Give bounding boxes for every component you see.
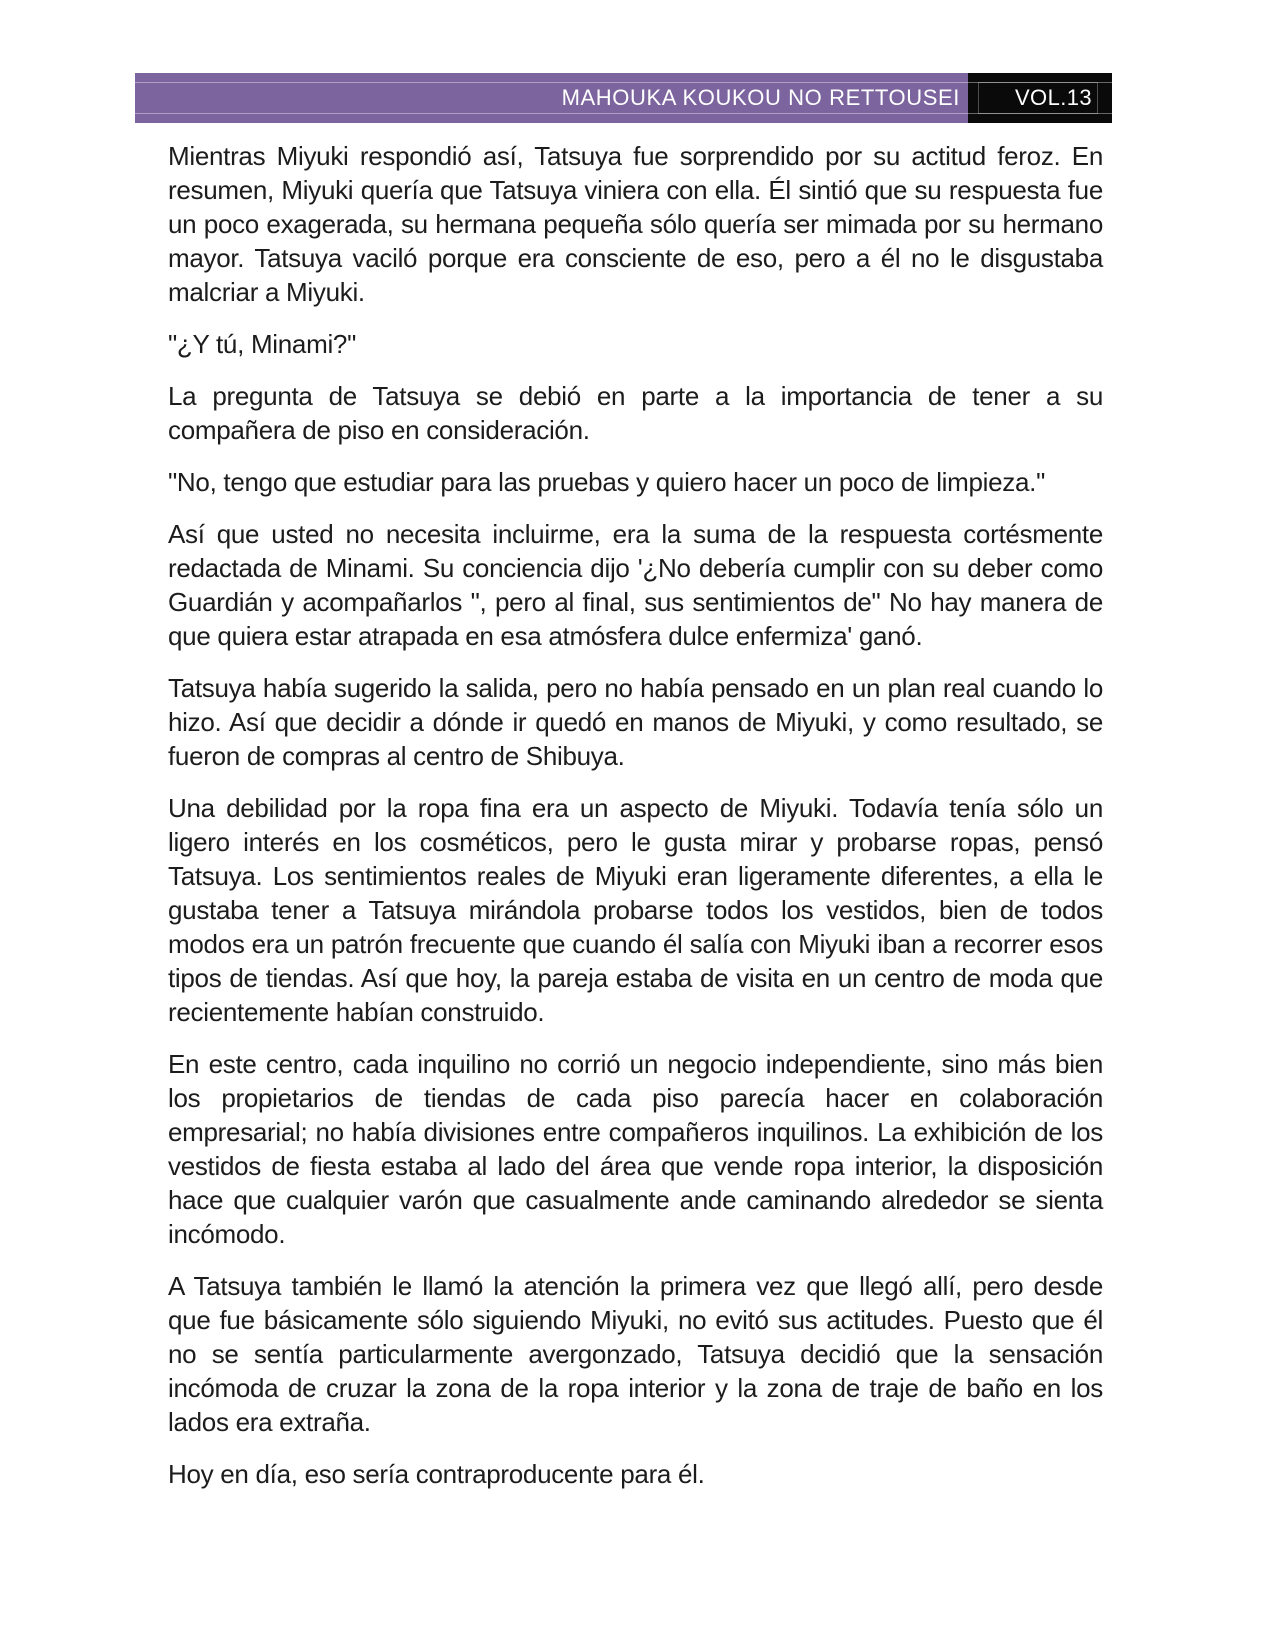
paragraph: "¿Y tú, Minami?" [168,329,357,359]
paragraph: A Tatsuya también le llamó la atención la primera vez que llegó allí, pero desde que fue básicamente sólo siguiendo Miyuki, no evitó sus actitudes. Puesto que él no se sentía particularmente avergonzado, Tatsuya decidió que la sensación incómoda de cruzar la zona de la ropa interior y la zona de traje de baño en los lados era extraña. [168,1271,1103,1437]
paragraph: Una debilidad por la ropa fina era un aspecto de Miyuki. Todavía tenía sólo un ligero interés en los cosméticos, pero le gusta mirar y probarse ropas, pensó Tatsuya. Los sentimientos reales de Miyuki eran ligeramente diferentes, a ella le gustaba tener a Tatsuya mirándola probarse todos los vestidos, bien de todos modos era un patrón frecuente que cuando él salía con Miyuki iban a recorrer esos tipos de tiendas. Así que hoy, la pareja estaba de visita en un centro de moda que recientemente habían construido. [168,793,1103,1027]
paragraph: La pregunta de Tatsuya se debió en parte a la importancia de tener a su compañera de piso en consideración. [168,381,1103,445]
page-header [135,73,1112,123]
header-volume-box [968,73,1112,123]
paragraph: "No, tengo que estudiar para las pruebas y quiero hacer un poco de limpieza." [168,467,1046,497]
body-text [168,139,1103,1509]
paragraph: En este centro, cada inquilino no corrió un negocio independiente, sino más bien los propietarios de tiendas de cada piso parecía hacer en colaboración empresarial; no había divisiones entre compañeros inquilinos. La exhibición de los vestidos de fiesta estaba al lado del área que vende ropa interior, la disposición hace que cualquier varón que casualmente ande caminando alrededor se sienta incómodo. [168,1049,1103,1249]
header-title: MAHOUKA KOUKOU NO RETTOUSEI [561,85,960,110]
paragraph: Así que usted no necesita incluirme, era la suma de la respuesta cortésmente redactada de Minami. Su conciencia dijo '¿No debería cumplir con su deber como Guardián y acompañarlos ", pero al final, sus sentimientos de" No hay manera de que quiera estar atrapada en esa atmósfera dulce enfermiza' ganó. [168,519,1103,651]
paragraph: Tatsuya había sugerido la salida, pero no había pensado en un plan real cuando lo hizo. Así que decidir a dónde ir quedó en manos de Miyuki, y como resultado, se fueron de compras al centro de Shibuya. [168,673,1103,771]
volume-label: VOL.13 [1014,85,1092,110]
paragraph: Mientras Miyuki respondió así, Tatsuya fue sorprendido por su actitud feroz. En resumen, Miyuki quería que Tatsuya viniera con ella. Él sintió que su respuesta fue un poco exagerada, su hermana pequeña sólo quería ser mimada por su hermano mayor. Tatsuya vaciló porque era consciente de eso, pero a él no le disgustaba malcriar a Miyuki. [168,141,1103,307]
paragraph: Hoy en día, eso sería contraproducente para él. [168,1459,705,1489]
volume-cell [978,82,1098,114]
